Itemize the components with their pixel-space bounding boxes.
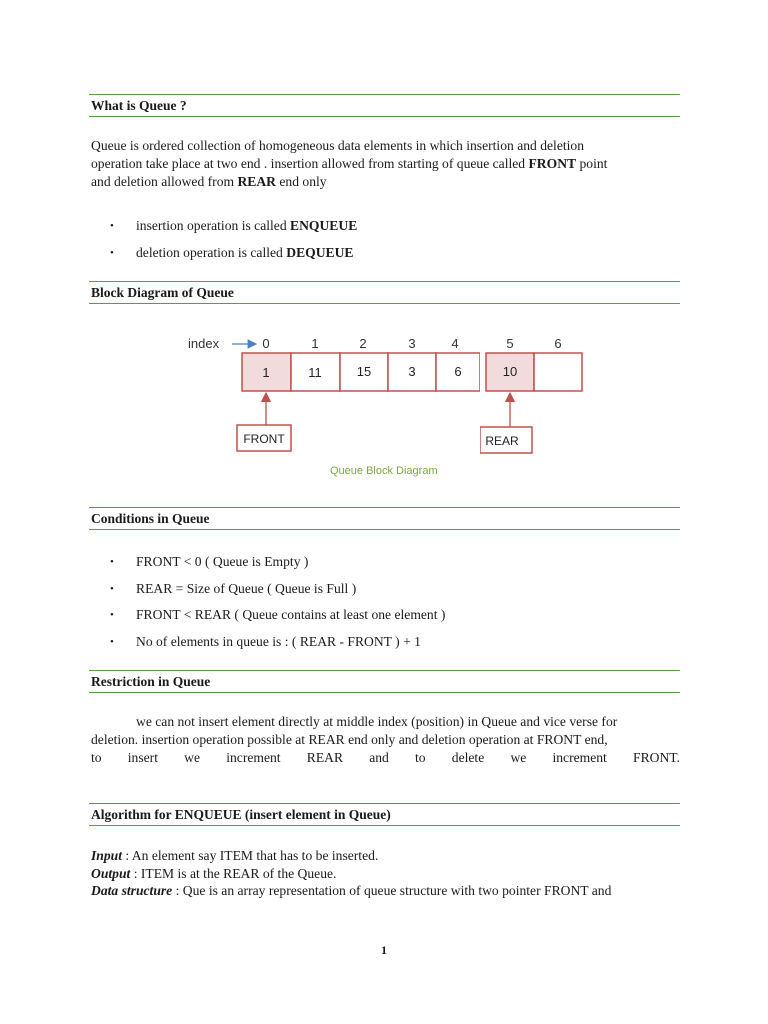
input-label: Input: [91, 848, 122, 863]
text-run: point: [576, 156, 608, 171]
restriction-line-3: to insert we increment REAR and to delete we increment FRONT.: [91, 750, 680, 765]
index-number: 0: [262, 336, 270, 351]
index-number: 2: [359, 336, 367, 351]
front-keyword: FRONT: [528, 156, 577, 171]
algorithm-description: [91, 847, 680, 900]
cell-value: 11: [308, 365, 322, 380]
queue-operations-list: [110, 217, 357, 270]
page-number: 1: [381, 943, 387, 957]
input-line: [91, 847, 680, 865]
cell-value: 1: [262, 365, 270, 380]
index-number: 1: [311, 336, 319, 351]
queue-cell: [534, 353, 582, 391]
section-heading-enqueue-algorithm: Algorithm for ENQUEUE (insert element in Queue): [89, 803, 680, 826]
output-text: : ITEM is at the REAR of the Queue.: [130, 865, 337, 881]
section-heading-restriction: Restriction in Queue: [89, 670, 680, 693]
restriction-paragraph: [91, 713, 680, 767]
queue-definition-line-2: [91, 155, 680, 173]
input-text: : An element say ITEM that has to be inserted.: [121, 848, 379, 863]
output-line: [91, 865, 680, 883]
conditions-list: [110, 553, 445, 659]
index-number: 5: [506, 336, 514, 351]
list-item-text: insertion operation is called: [136, 218, 291, 233]
section-heading-conditions: Conditions in Queue: [89, 507, 680, 530]
cell-value: 10: [502, 364, 518, 379]
list-item: [110, 217, 357, 244]
dequeue-keyword: DEQUEUE: [286, 244, 354, 260]
cell-value: 3: [408, 364, 416, 379]
text-run: operation take place at two end . insertion allowed from starting of queue called: [91, 156, 529, 171]
rear-label: REAR: [485, 434, 519, 448]
index-number: 3: [408, 336, 416, 351]
section-heading-what-is-queue: What is Queue ?: [89, 94, 680, 117]
output-label: Output: [91, 865, 131, 881]
queue-definition-line-3: [91, 173, 680, 191]
list-item: [110, 244, 357, 271]
restriction-line-1: we can not insert element directly at middle index (position) in Queue and vice verse for: [136, 714, 618, 729]
cell-value: 15: [356, 364, 372, 379]
index-numbers: [262, 336, 458, 351]
text-run: and deletion allowed from: [91, 174, 238, 189]
list-item: • FRONT < REAR ( Queue contains at least one element ): [110, 606, 445, 633]
section-heading-block-diagram: Block Diagram of Queue: [89, 281, 680, 304]
list-item: • FRONT < 0 ( Queue is Empty ): [110, 553, 445, 580]
data-structure-label: Data structure: [91, 883, 173, 898]
diagram-caption: Queue Block Diagram: [330, 465, 438, 477]
restriction-line-2: deletion. insertion operation possible at REAR end only and deletion operation at FRONT end,: [91, 732, 608, 747]
queue-block-diagram-right: [480, 328, 590, 458]
queue-definition-line-1: Queue is ordered collection of homogeneous data elements in which insertion and deletion: [91, 138, 585, 153]
list-item: • REAR = Size of Queue ( Queue is Full ): [110, 580, 445, 607]
index-number: 6: [554, 336, 562, 351]
enqueue-keyword: ENQUEUE: [290, 218, 358, 233]
list-item: • No of elements in queue is : ( REAR - FRONT ) + 1: [110, 633, 445, 660]
data-structure-text: : Que is an array representation of queue structure with two pointer FRONT and: [172, 883, 612, 898]
text-run: end only: [276, 174, 327, 189]
list-item-text: deletion operation is called: [136, 244, 287, 260]
data-structure-line: [91, 882, 680, 900]
rear-keyword: REAR: [237, 174, 276, 189]
queue-definition-paragraph: [91, 137, 680, 191]
cell-value: 6: [454, 364, 462, 379]
front-label: FRONT: [243, 432, 285, 446]
index-number: 4: [451, 336, 459, 351]
queue-block-diagram: [180, 328, 480, 483]
index-label: index: [188, 336, 220, 351]
